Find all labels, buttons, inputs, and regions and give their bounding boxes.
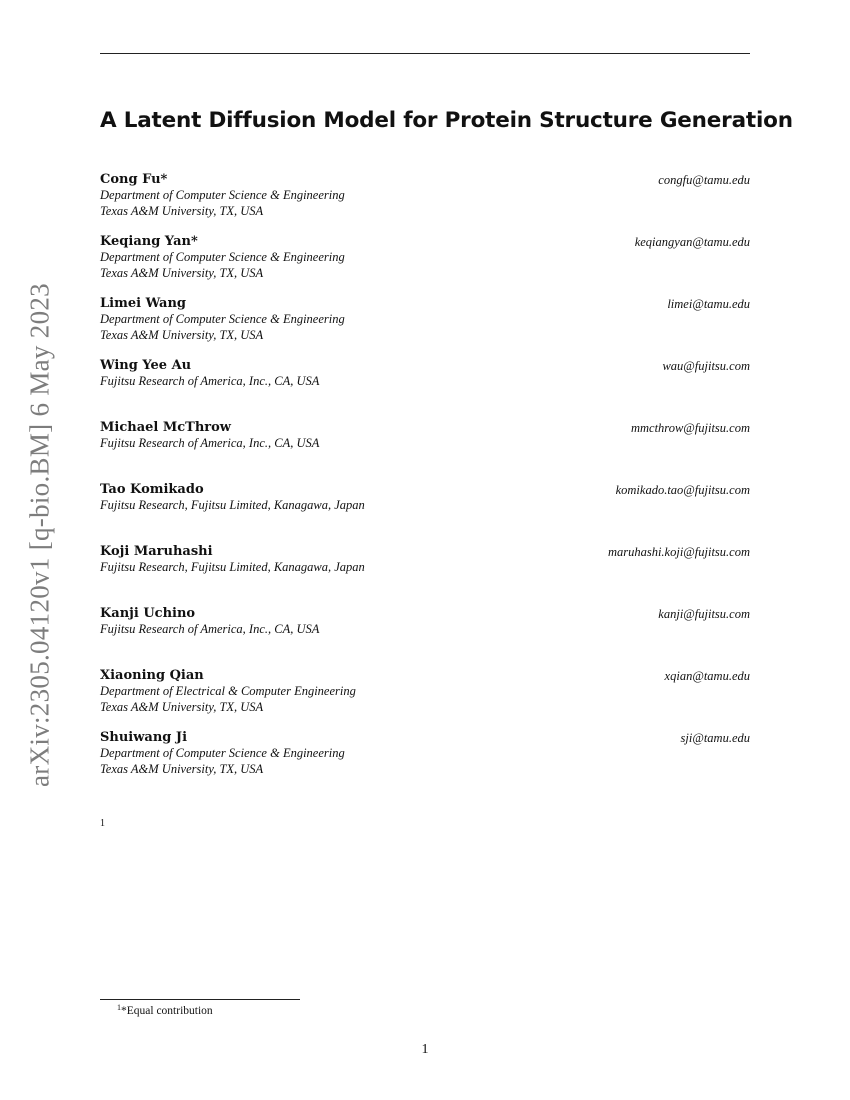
author-email[interactable]: limei@tamu.edu [667, 297, 750, 311]
author-email[interactable]: keqiangyan@tamu.edu [634, 235, 750, 249]
author-name: Wing Yee Au [100, 358, 192, 373]
header-rule [100, 53, 750, 54]
author-email[interactable]: mmcthrow@fujitsu.com [630, 421, 750, 435]
author-affiliation-line: Department of Computer Science & Engineering [100, 250, 345, 264]
author-block [100, 358, 750, 390]
author-block [100, 606, 750, 638]
author-block [100, 172, 750, 219]
author-name: Koji Maruhashi [100, 544, 213, 559]
author-name: Michael McThrow [100, 420, 231, 435]
author-block [100, 730, 750, 777]
author-email[interactable]: congfu@tamu.edu [658, 173, 750, 187]
author-name: Cong Fu* [100, 172, 168, 187]
author-affiliation-line: Department of Computer Science & Engineering [100, 188, 345, 202]
footnote-text: *Equal contribution [121, 1005, 213, 1017]
author-affiliation-line: Department of Computer Science & Engineering [100, 312, 345, 326]
author-email[interactable]: wau@fujitsu.com [662, 359, 750, 373]
author-name: Tao Komikado [100, 482, 204, 497]
author-name: Limei Wang [100, 296, 187, 311]
author-email[interactable]: komikado.tao@fujitsu.com [615, 483, 750, 497]
footnote-rule [100, 999, 300, 1000]
author-affiliation-line: Texas A&M University, TX, USA [100, 203, 264, 218]
footnote-superscript: 1 [117, 1003, 121, 1012]
author-block [100, 296, 750, 343]
author-block [100, 668, 750, 715]
author-affiliation-line: Texas A&M University, TX, USA [100, 327, 264, 342]
author-name: Shuiwang Ji [100, 730, 188, 745]
author-email[interactable]: kanji@fujitsu.com [658, 607, 750, 621]
footnote-marker: 1 [100, 818, 105, 829]
page-number: 1 [421, 1042, 429, 1057]
paper-title: A Latent Diffusion Model for Protein Structure Generation [100, 108, 793, 133]
author-block [100, 544, 750, 576]
author-block [100, 234, 750, 281]
arxiv-identifier: arXiv:2305.04120v1 [q-bio.BM] 6 May 2023 [24, 283, 55, 787]
author-email[interactable]: xqian@tamu.edu [664, 669, 750, 683]
author-affiliation-line: Fujitsu Research of America, Inc., CA, USA [100, 622, 320, 636]
author-name: Xiaoning Qian [100, 668, 204, 683]
author-affiliation-line: Fujitsu Research of America, Inc., CA, USA [100, 374, 320, 388]
author-affiliation-line: Texas A&M University, TX, USA [100, 265, 264, 280]
author-affiliation-line: Department of Computer Science & Engineering [100, 746, 345, 760]
author-affiliation-line: Department of Electrical & Computer Engineering [100, 684, 356, 698]
author-affiliation-line: Fujitsu Research, Fujitsu Limited, Kanagawa, Japan [100, 560, 365, 574]
author-affiliation-line: Fujitsu Research, Fujitsu Limited, Kanagawa, Japan [100, 498, 365, 512]
author-name: Kanji Uchino [100, 606, 196, 621]
author-affiliation-line: Texas A&M University, TX, USA [100, 699, 264, 714]
author-email[interactable]: sji@tamu.edu [680, 731, 750, 745]
author-affiliation-line: Fujitsu Research of America, Inc., CA, USA [100, 436, 320, 450]
author-email[interactable]: maruhashi.koji@fujitsu.com [607, 545, 750, 559]
author-block [100, 420, 750, 452]
author-affiliation-line: Texas A&M University, TX, USA [100, 761, 264, 776]
author-name: Keqiang Yan* [100, 234, 198, 249]
footnote [117, 1003, 213, 1017]
author-block [100, 482, 750, 514]
